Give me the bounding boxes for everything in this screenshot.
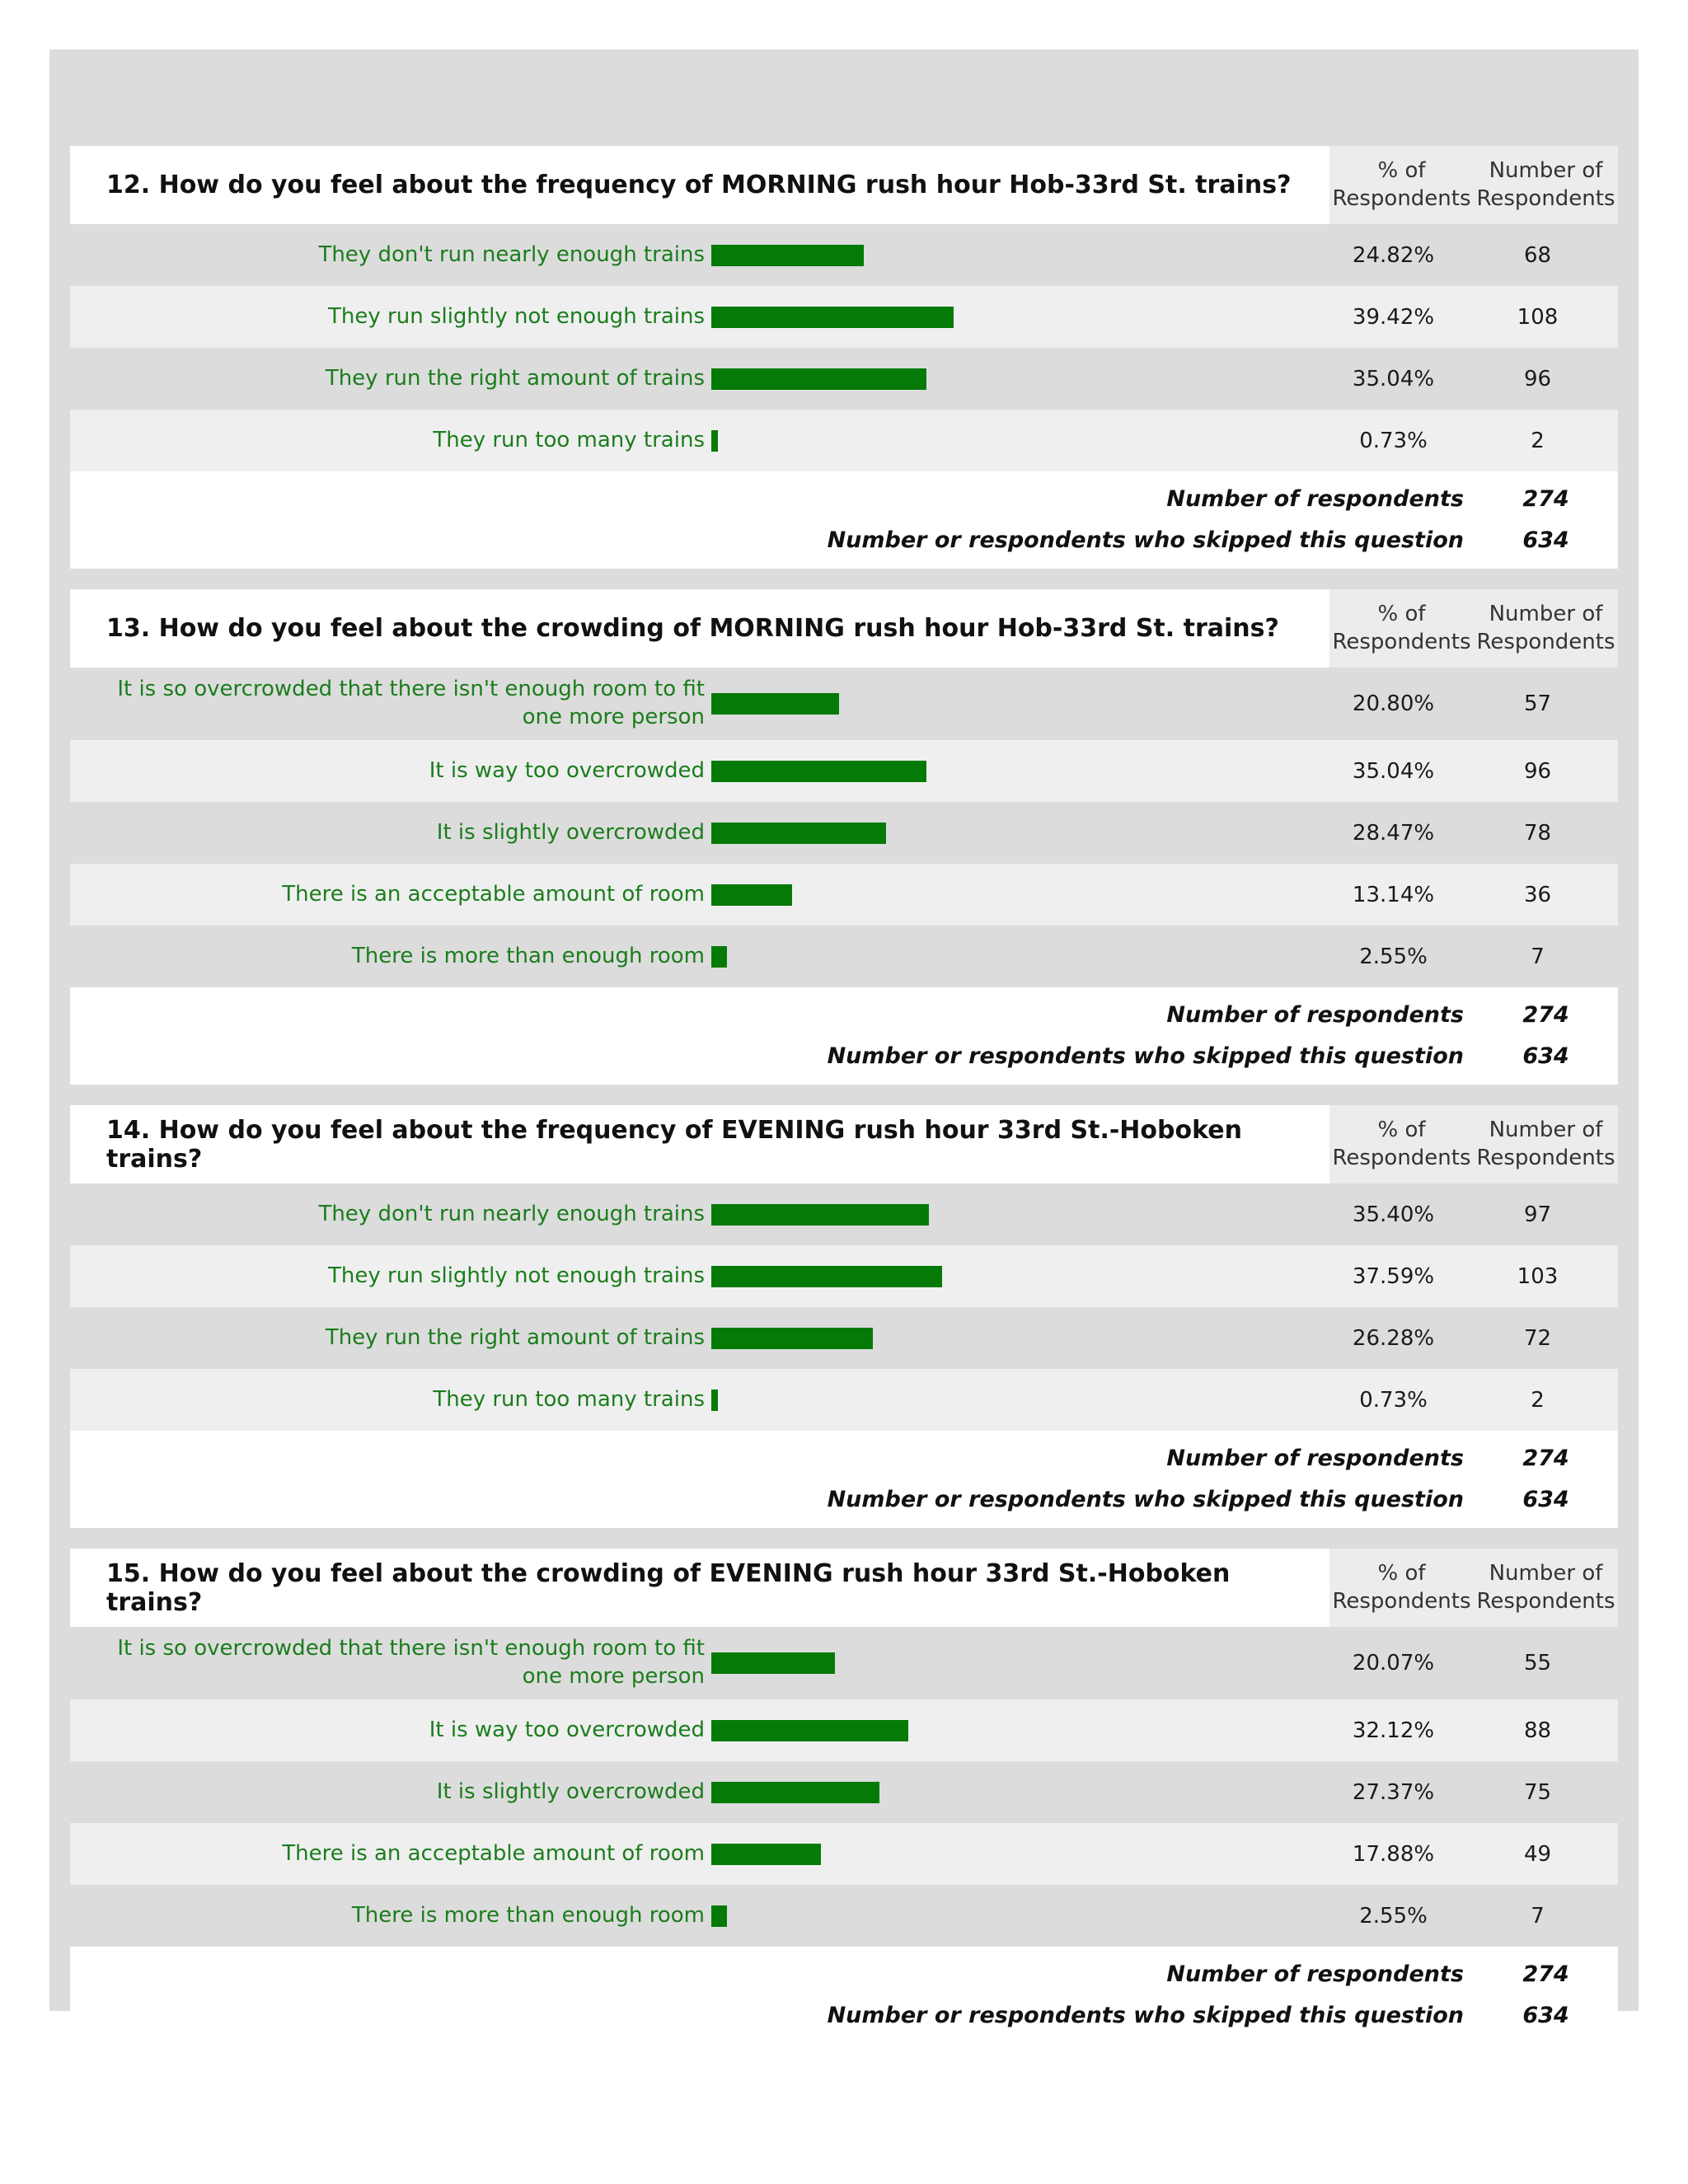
question-summary xyxy=(70,1947,1618,2044)
summary-label: Number or respondents who skipped this question xyxy=(827,1043,1464,1069)
summary-label: Number or respondents who skipped this question xyxy=(827,2002,1464,2028)
summary-label: Number of respondents xyxy=(1166,485,1464,512)
summary-value: 274 xyxy=(1522,1445,1569,1471)
count-value: 2 xyxy=(1531,1387,1545,1413)
question-summary xyxy=(70,1431,1618,1528)
bar-track xyxy=(705,926,1321,987)
count-value: 88 xyxy=(1523,1718,1552,1743)
bar-track xyxy=(705,1369,1321,1431)
answer-row xyxy=(70,668,1618,740)
question-header xyxy=(70,1549,1618,1627)
column-header-count: Number of Respondents xyxy=(1474,146,1618,224)
percentage-bar xyxy=(711,946,727,968)
bar-track xyxy=(705,1761,1321,1823)
question-title: 12. How do you feel about the frequency of MORNING rush hour Hob-33rd St. trains? xyxy=(106,171,1292,199)
answer-row xyxy=(70,1245,1618,1307)
skipped-row xyxy=(70,519,1618,560)
bar-track xyxy=(705,1245,1321,1307)
percent-value: 20.07% xyxy=(1352,1651,1435,1675)
answer-label: They run slightly not enough trains xyxy=(328,1263,705,1288)
answer-row xyxy=(70,410,1618,471)
answer-label: They run too many trains xyxy=(433,1386,705,1412)
percentage-bar xyxy=(711,1328,873,1349)
count-value: 78 xyxy=(1523,820,1552,846)
skipped-row xyxy=(70,1994,1618,2036)
question-block xyxy=(70,146,1618,569)
summary-label: Number or respondents who skipped this question xyxy=(827,1486,1464,1512)
percentage-bar xyxy=(711,430,718,452)
percent-value: 32.12% xyxy=(1352,1718,1435,1743)
percent-value: 35.04% xyxy=(1352,758,1435,784)
answer-label: It is so overcrowded that there isn't enough room to fit one more person xyxy=(117,677,705,729)
answer-row xyxy=(70,864,1618,926)
count-value: 36 xyxy=(1523,882,1552,907)
answer-row xyxy=(70,348,1618,410)
answer-row xyxy=(70,224,1618,286)
bar-track xyxy=(705,1633,1321,1694)
column-header-count: Number of Respondents xyxy=(1474,1549,1618,1627)
column-header-percent: % of Respondents xyxy=(1329,1549,1474,1627)
answer-label: They run the right amount of trains xyxy=(325,1324,705,1350)
answer-row xyxy=(70,1369,1618,1431)
question-summary xyxy=(70,987,1618,1085)
summary-value: 274 xyxy=(1522,485,1569,512)
question-title: 14. How do you feel about the frequency of EVENING rush hour 33rd St.-Hoboken trains? xyxy=(106,1115,1242,1174)
percentage-bar xyxy=(711,368,926,390)
answer-row xyxy=(70,926,1618,987)
count-value: 55 xyxy=(1523,1651,1552,1675)
percentage-bar xyxy=(711,1390,718,1411)
percent-value: 17.88% xyxy=(1352,1841,1435,1867)
bar-track xyxy=(705,348,1321,410)
count-value: 2 xyxy=(1531,428,1545,453)
percentage-bar xyxy=(711,1844,821,1865)
summary-value: 274 xyxy=(1522,1961,1569,1987)
question-title: 15. How do you feel about the crowding of EVENING rush hour 33rd St.-Hoboken trains? xyxy=(106,1558,1231,1617)
percentage-bar xyxy=(711,884,792,906)
bar-track xyxy=(705,224,1321,286)
column-header-percent: % of Respondents xyxy=(1329,1105,1474,1183)
answer-row xyxy=(70,1627,1618,1699)
percentage-bar xyxy=(711,245,864,266)
percent-value: 24.82% xyxy=(1352,242,1435,268)
percent-value: 0.73% xyxy=(1359,1387,1428,1413)
percent-value: 20.80% xyxy=(1352,691,1435,716)
answer-row xyxy=(70,286,1618,348)
percent-value: 2.55% xyxy=(1359,944,1428,969)
column-header-count: Number of Respondents xyxy=(1474,589,1618,668)
summary-label: Number of respondents xyxy=(1166,1961,1464,1987)
percentage-bar xyxy=(711,1652,835,1674)
answer-label: There is more than enough room xyxy=(351,1902,705,1928)
count-value: 49 xyxy=(1523,1841,1552,1867)
summary-value: 634 xyxy=(1522,1486,1569,1512)
answer-row xyxy=(70,1307,1618,1369)
summary-label: Number of respondents xyxy=(1166,1001,1464,1028)
column-header-percent: % of Respondents xyxy=(1329,589,1474,668)
count-value: 96 xyxy=(1523,366,1552,391)
percentage-bar xyxy=(711,823,886,844)
bar-track xyxy=(705,1885,1321,1947)
bar-track xyxy=(705,864,1321,926)
answer-label: There is an acceptable amount of room xyxy=(282,1840,705,1866)
answer-row xyxy=(70,802,1618,864)
answer-row xyxy=(70,740,1618,802)
bar-track xyxy=(705,1823,1321,1885)
answer-row xyxy=(70,1183,1618,1245)
percentage-bar xyxy=(711,693,839,715)
count-value: 75 xyxy=(1523,1779,1552,1805)
percent-value: 35.40% xyxy=(1352,1202,1435,1227)
column-header-count: Number of Respondents xyxy=(1474,1105,1618,1183)
percentage-bar xyxy=(711,1720,908,1741)
bar-track xyxy=(705,673,1321,735)
answer-row xyxy=(70,1761,1618,1823)
count-value: 108 xyxy=(1517,304,1559,330)
answer-label: There is an acceptable amount of room xyxy=(282,881,705,907)
percent-value: 0.73% xyxy=(1359,428,1428,453)
percentage-bar xyxy=(711,1266,942,1287)
answer-row xyxy=(70,1823,1618,1885)
question-header xyxy=(70,1105,1618,1183)
question-title: 13. How do you feel about the crowding of MORNING rush hour Hob-33rd St. trains? xyxy=(106,614,1279,643)
percent-value: 28.47% xyxy=(1352,820,1435,846)
bar-track xyxy=(705,1699,1321,1761)
skipped-row xyxy=(70,1479,1618,1520)
answer-label: They run slightly not enough trains xyxy=(328,303,705,329)
summary-value: 274 xyxy=(1522,1001,1569,1028)
question-block xyxy=(70,1105,1618,1528)
bar-track xyxy=(705,1307,1321,1369)
bar-track xyxy=(705,286,1321,348)
count-value: 103 xyxy=(1517,1263,1559,1289)
skipped-row xyxy=(70,1035,1618,1076)
summary-label: Number or respondents who skipped this question xyxy=(827,527,1464,553)
percentage-bar xyxy=(711,1905,727,1927)
answer-label: It is slightly overcrowded xyxy=(436,819,705,845)
answer-label: They don't run nearly enough trains xyxy=(318,1201,705,1226)
answer-row xyxy=(70,1885,1618,1947)
survey-results-panel xyxy=(49,49,1639,2028)
summary-value: 634 xyxy=(1522,527,1569,553)
percent-value: 13.14% xyxy=(1352,882,1435,907)
percent-value: 27.37% xyxy=(1352,1779,1435,1805)
question-block xyxy=(70,589,1618,1085)
percent-value: 2.55% xyxy=(1359,1903,1428,1929)
answer-label: They run too many trains xyxy=(433,427,705,452)
summary-value: 634 xyxy=(1522,1043,1569,1069)
percent-value: 26.28% xyxy=(1352,1325,1435,1351)
answer-label: It is slightly overcrowded xyxy=(436,1779,705,1804)
answer-label: It is so overcrowded that there isn't enough room to fit one more person xyxy=(117,1636,705,1689)
question-summary xyxy=(70,471,1618,569)
column-header-percent: % of Respondents xyxy=(1329,146,1474,224)
respondents-row xyxy=(70,1437,1618,1479)
percent-value: 39.42% xyxy=(1352,304,1435,330)
count-value: 72 xyxy=(1523,1325,1552,1351)
percentage-bar xyxy=(711,307,954,328)
bar-track xyxy=(705,802,1321,864)
answer-label: It is way too overcrowded xyxy=(429,757,705,783)
percent-value: 37.59% xyxy=(1352,1263,1435,1289)
bar-track xyxy=(705,410,1321,471)
respondents-row xyxy=(70,478,1618,519)
percentage-bar xyxy=(711,1204,929,1226)
summary-label: Number of respondents xyxy=(1166,1445,1464,1471)
question-header xyxy=(70,146,1618,224)
bar-track xyxy=(705,1183,1321,1245)
respondents-row xyxy=(70,994,1618,1035)
answer-row xyxy=(70,1699,1618,1761)
count-value: 7 xyxy=(1531,1903,1545,1929)
answer-label: They run the right amount of trains xyxy=(325,365,705,391)
answer-label: There is more than enough room xyxy=(351,943,705,968)
count-value: 57 xyxy=(1523,691,1552,716)
percent-value: 35.04% xyxy=(1352,366,1435,391)
question-block xyxy=(70,1549,1618,2044)
count-value: 7 xyxy=(1531,944,1545,969)
count-value: 97 xyxy=(1523,1202,1552,1227)
answer-label: They don't run nearly enough trains xyxy=(318,241,705,267)
count-value: 68 xyxy=(1523,242,1552,268)
answer-label: It is way too overcrowded xyxy=(429,1717,705,1742)
count-value: 96 xyxy=(1523,758,1552,784)
summary-value: 634 xyxy=(1522,2002,1569,2028)
percentage-bar xyxy=(711,761,926,782)
percentage-bar xyxy=(711,1782,879,1803)
bar-track xyxy=(705,740,1321,802)
question-header xyxy=(70,589,1618,668)
respondents-row xyxy=(70,1953,1618,1994)
